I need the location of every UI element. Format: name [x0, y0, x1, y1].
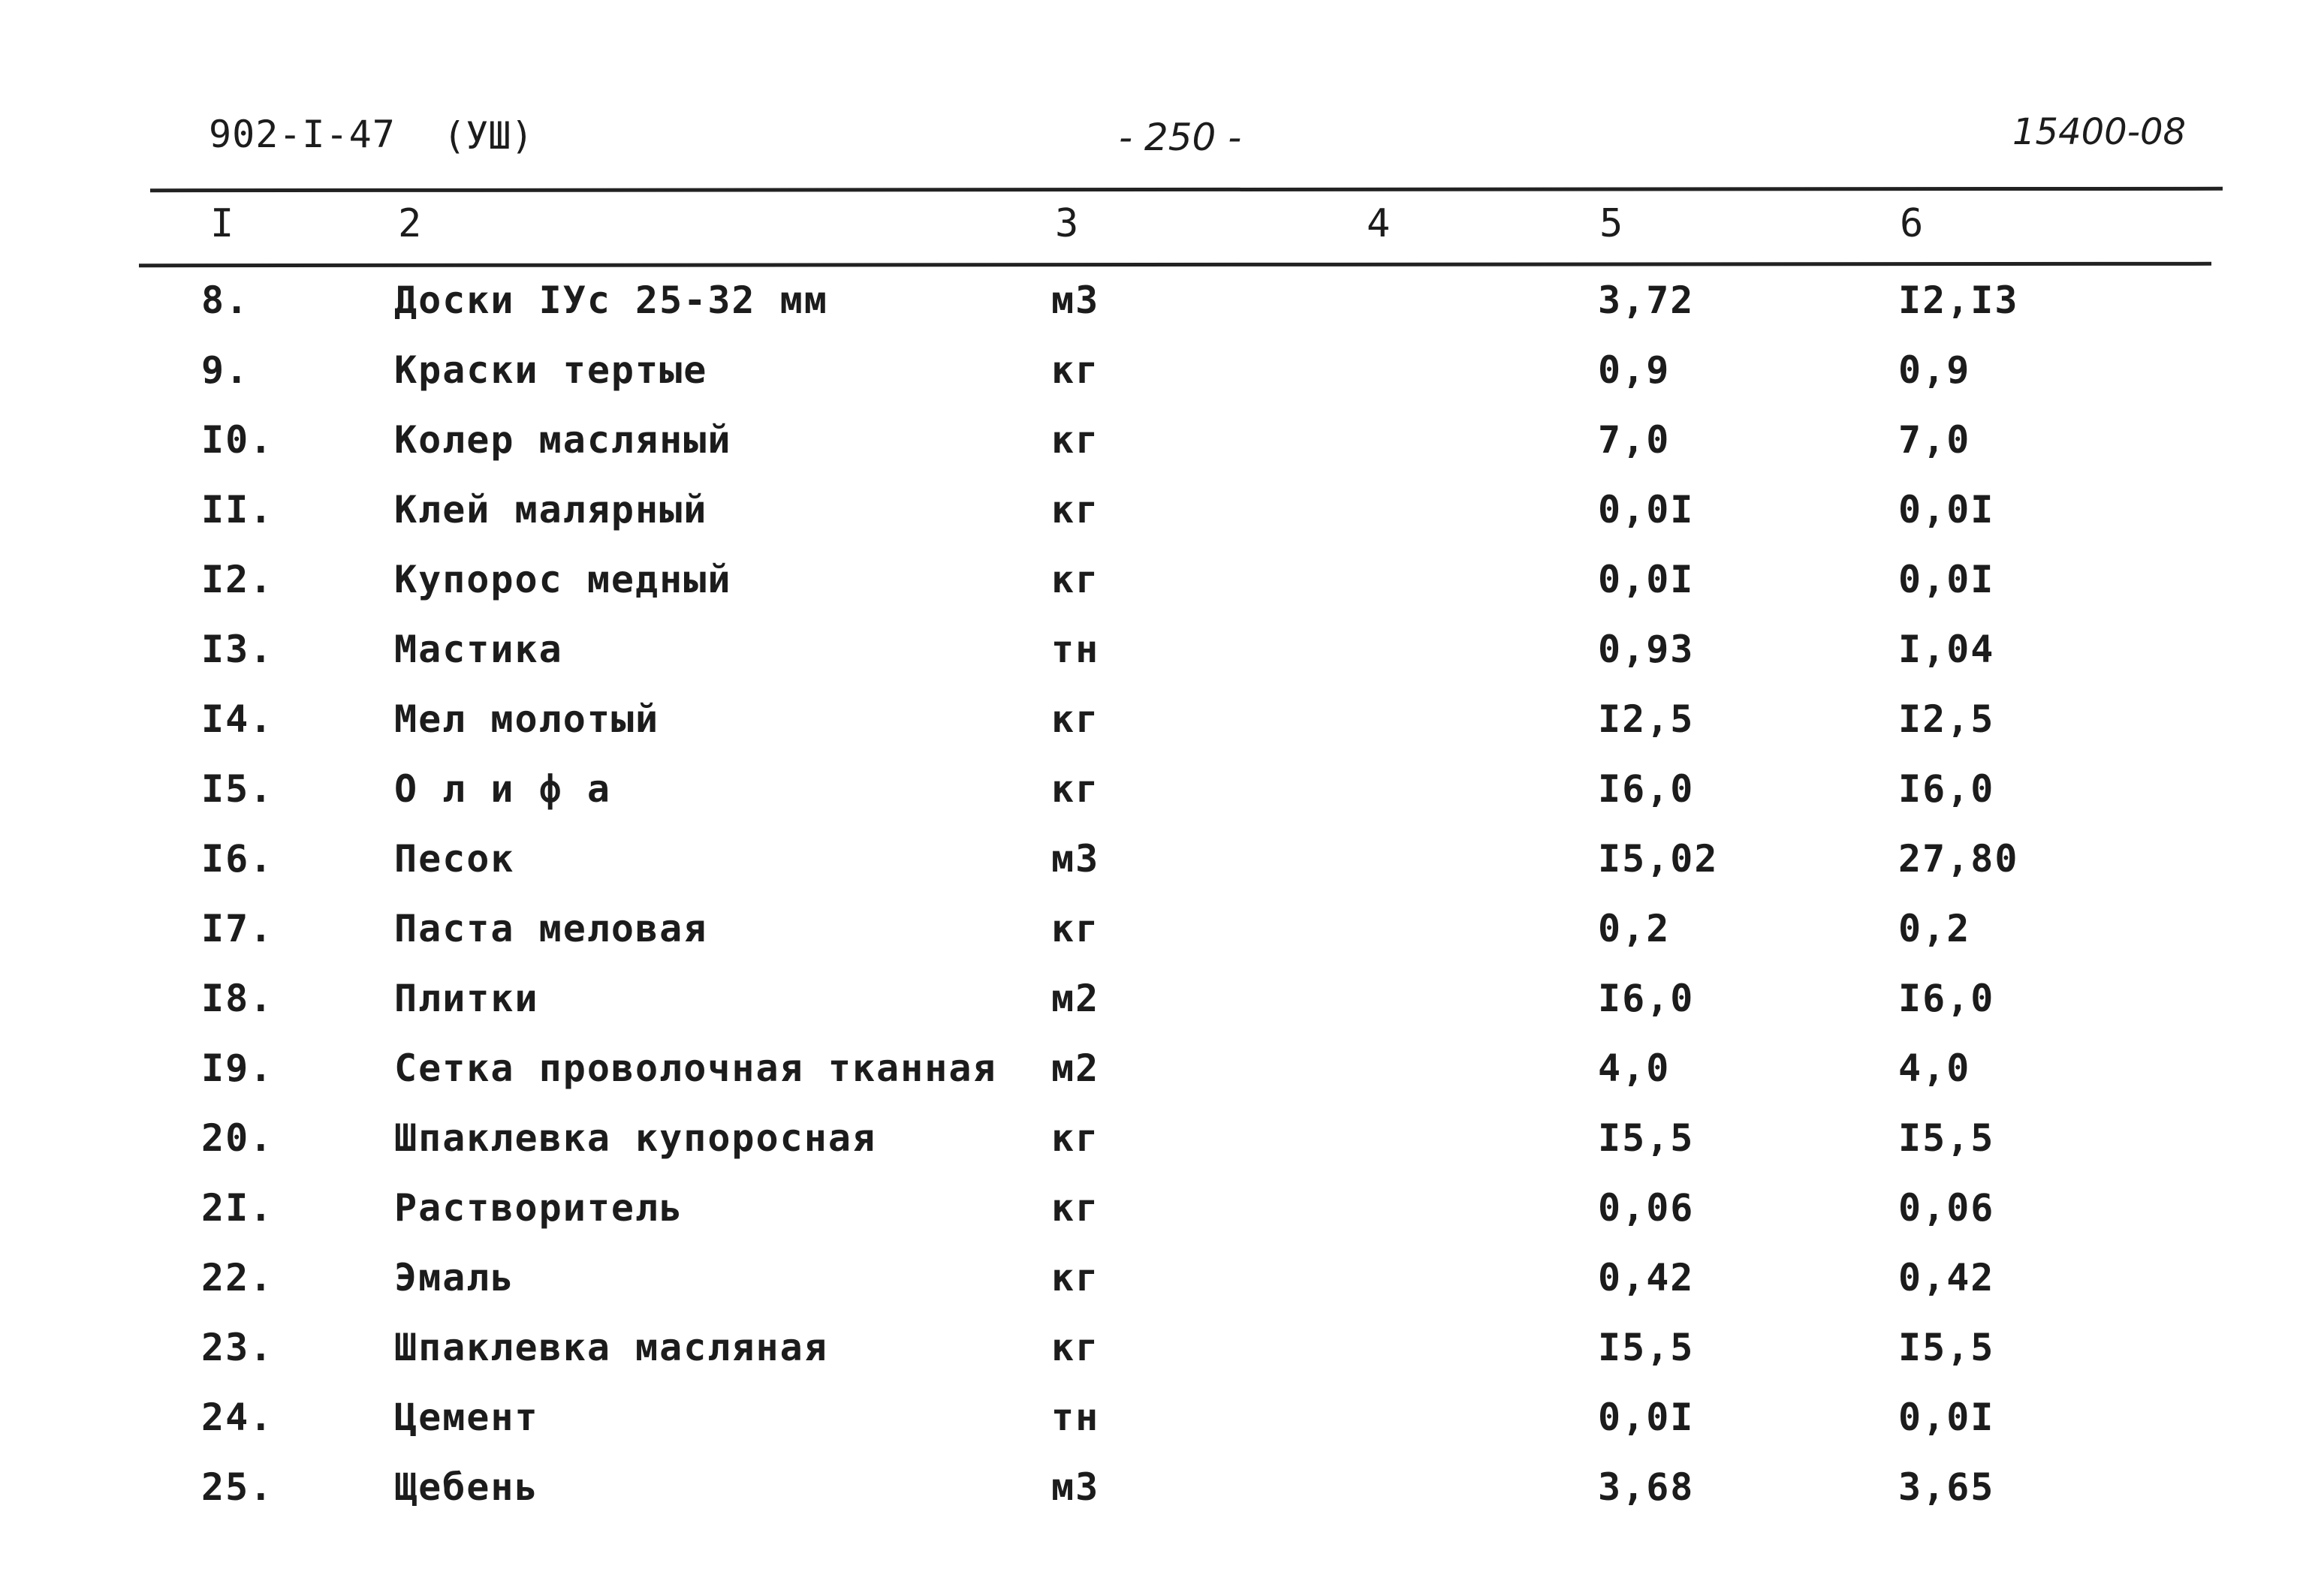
quantity-col5: 7,0 — [1598, 418, 1671, 462]
row-number: I9. — [201, 1046, 274, 1090]
archive-number: 15400-08 — [2012, 111, 2187, 153]
quantity-col5: I5,5 — [1598, 1116, 1695, 1160]
quantity-col5: 0,0I — [1598, 1396, 1695, 1439]
document-code: 902-I-47 — [209, 113, 396, 156]
column-header-3: 3 — [1055, 201, 1079, 246]
material-name: Паста меловая — [394, 907, 708, 950]
unit-of-measure: кг — [1051, 697, 1100, 741]
quantity-col5: 0,2 — [1598, 907, 1671, 950]
table-row — [0, 763, 2306, 833]
table-row — [0, 1182, 2306, 1251]
quantity-col5: 4,0 — [1598, 1046, 1671, 1090]
quantity-col5: 0,9 — [1598, 348, 1671, 392]
material-name: Растворитель — [394, 1186, 684, 1230]
row-number: 25. — [201, 1465, 274, 1509]
table-row — [0, 693, 2306, 763]
table-row — [0, 1251, 2306, 1321]
material-name: Плитки — [394, 977, 539, 1020]
row-number: 23. — [201, 1326, 274, 1369]
quantity-col6: 0,9 — [1898, 348, 1971, 392]
table-row — [0, 972, 2306, 1042]
material-name: Песок — [394, 837, 515, 881]
table-row — [0, 623, 2306, 693]
material-name: Мел молотый — [394, 697, 660, 741]
material-name: Колер масляный — [394, 418, 732, 462]
unit-of-measure: м3 — [1051, 837, 1100, 881]
row-number: II. — [201, 488, 274, 531]
table-row — [0, 274, 2306, 344]
row-number: I3. — [201, 628, 274, 671]
material-name: Купорос медный — [394, 558, 732, 601]
table-row — [0, 553, 2306, 623]
unit-of-measure: кг — [1051, 1256, 1100, 1299]
row-number: I6. — [201, 837, 274, 881]
quantity-col5: 0,42 — [1598, 1256, 1695, 1299]
unit-of-measure: кг — [1051, 488, 1100, 531]
quantity-col6: I2,I3 — [1898, 279, 2019, 322]
document-series: (УШ) — [443, 114, 534, 158]
table-row — [0, 1112, 2306, 1182]
row-number: 8. — [201, 279, 250, 322]
column-header-4: 4 — [1367, 201, 1391, 246]
quantity-col5: I5,5 — [1598, 1326, 1695, 1369]
column-header-2: 2 — [398, 201, 422, 246]
row-number: I8. — [201, 977, 274, 1020]
material-name: Сетка проволочная тканная — [394, 1046, 997, 1090]
column-header-1: I — [210, 201, 234, 246]
row-number: 22. — [201, 1256, 274, 1299]
material-name: Цемент — [394, 1396, 539, 1439]
table-column-header — [0, 201, 2306, 254]
material-name: Краски тертые — [394, 348, 708, 392]
quantity-col6: I5,5 — [1898, 1326, 1995, 1369]
table-row — [0, 902, 2306, 972]
quantity-col5: 0,0I — [1598, 488, 1695, 531]
quantity-col6: I5,5 — [1898, 1116, 1995, 1160]
quantity-col5: 0,0I — [1598, 558, 1695, 601]
quantity-col6: I6,0 — [1898, 767, 1995, 811]
quantity-col5: I6,0 — [1598, 977, 1695, 1020]
column-header-5: 5 — [1599, 201, 1623, 246]
unit-of-measure: м3 — [1051, 1465, 1100, 1509]
page-number: - 250 - — [1119, 116, 1242, 159]
quantity-col6: 0,0I — [1898, 1396, 1995, 1439]
row-number: 2I. — [201, 1186, 274, 1230]
row-number: I4. — [201, 697, 274, 741]
quantity-col6: 0,06 — [1898, 1186, 1995, 1230]
material-name: О л и ф а — [394, 767, 611, 811]
quantity-col6: 7,0 — [1898, 418, 1971, 462]
material-name: Щебень — [394, 1465, 539, 1509]
quantity-col6: I6,0 — [1898, 977, 1995, 1020]
unit-of-measure: кг — [1051, 907, 1100, 950]
column-header-6: 6 — [1900, 201, 1924, 246]
table-row — [0, 1321, 2306, 1391]
row-number: I7. — [201, 907, 274, 950]
unit-of-measure: кг — [1051, 767, 1100, 811]
table-row — [0, 1461, 2306, 1531]
table-top-rule — [150, 187, 2223, 192]
table-row — [0, 1042, 2306, 1112]
quantity-col6: 0,0I — [1898, 488, 1995, 531]
page-header — [0, 105, 2306, 165]
unit-of-measure: кг — [1051, 1116, 1100, 1160]
row-number: I5. — [201, 767, 274, 811]
quantity-col5: I6,0 — [1598, 767, 1695, 811]
table-body — [0, 274, 2306, 1531]
unit-of-measure: кг — [1051, 558, 1100, 601]
quantity-col6: 27,80 — [1898, 837, 2019, 881]
quantity-col5: I5,02 — [1598, 837, 1719, 881]
quantity-col5: 0,93 — [1598, 628, 1695, 671]
quantity-col6: 0,42 — [1898, 1256, 1995, 1299]
material-name: Шпаклевка купоросная — [394, 1116, 877, 1160]
quantity-col6: I2,5 — [1898, 697, 1995, 741]
material-name: Клей малярный — [394, 488, 708, 531]
row-number: 24. — [201, 1396, 274, 1439]
quantity-col6: 4,0 — [1898, 1046, 1971, 1090]
quantity-col6: I,04 — [1898, 628, 1995, 671]
material-name: Эмаль — [394, 1256, 515, 1299]
table-row — [0, 483, 2306, 553]
quantity-col6: 3,65 — [1898, 1465, 1995, 1509]
table-row — [0, 344, 2306, 414]
quantity-col6: 0,2 — [1898, 907, 1971, 950]
unit-of-measure: тн — [1051, 628, 1100, 671]
unit-of-measure: кг — [1051, 1186, 1100, 1230]
unit-of-measure: кг — [1051, 1326, 1100, 1369]
row-number: I0. — [201, 418, 274, 462]
quantity-col6: 0,0I — [1898, 558, 1995, 601]
table-row — [0, 833, 2306, 902]
row-number: I2. — [201, 558, 274, 601]
table-row — [0, 1391, 2306, 1461]
material-name: Мастика — [394, 628, 563, 671]
unit-of-measure: кг — [1051, 418, 1100, 462]
unit-of-measure: тн — [1051, 1396, 1100, 1439]
quantity-col5: 0,06 — [1598, 1186, 1695, 1230]
row-number: 9. — [201, 348, 250, 392]
material-name: Шпаклевка масляная — [394, 1326, 828, 1369]
unit-of-measure: м2 — [1051, 977, 1100, 1020]
unit-of-measure: кг — [1051, 348, 1100, 392]
table-row — [0, 414, 2306, 483]
table-header-rule — [139, 262, 2211, 267]
unit-of-measure: м2 — [1051, 1046, 1100, 1090]
quantity-col5: 3,68 — [1598, 1465, 1695, 1509]
quantity-col5: 3,72 — [1598, 279, 1695, 322]
unit-of-measure: м3 — [1051, 279, 1100, 322]
quantity-col5: I2,5 — [1598, 697, 1695, 741]
row-number: 20. — [201, 1116, 274, 1160]
material-name: Доски IУс 25-32 мм — [394, 279, 828, 322]
